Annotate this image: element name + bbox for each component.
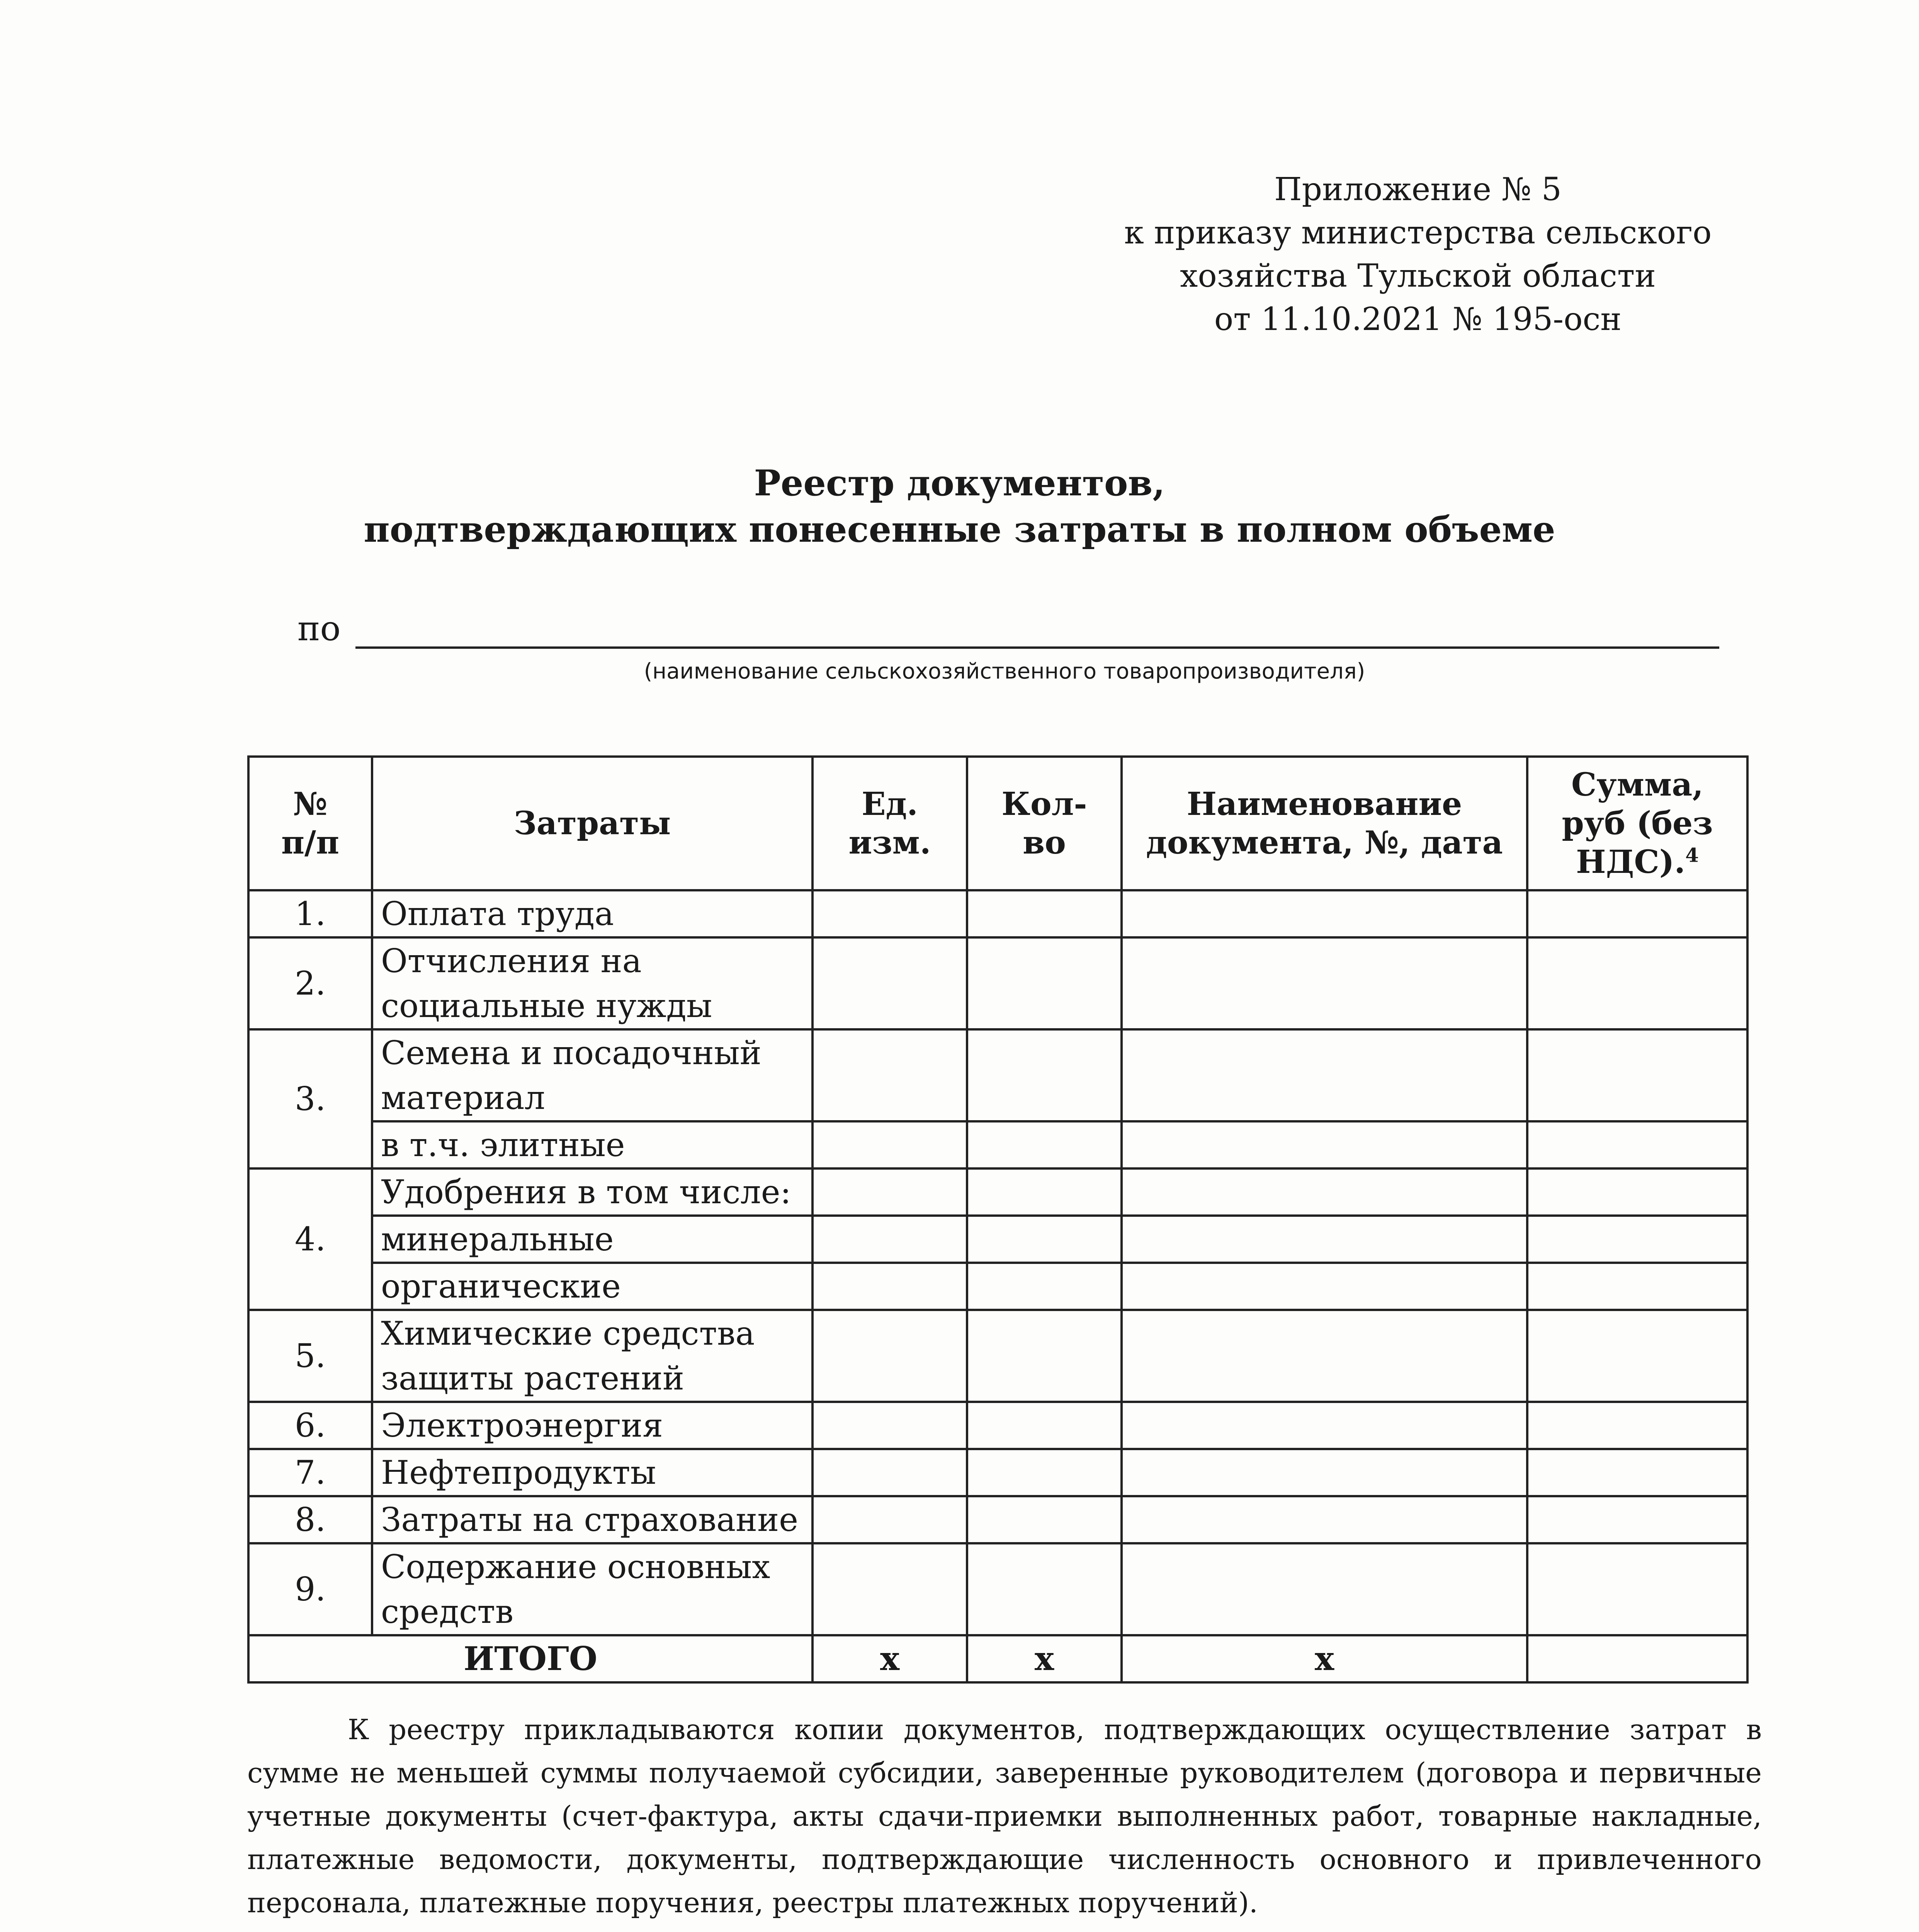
cell-qty	[967, 890, 1122, 937]
cell-sum	[1527, 937, 1747, 1029]
cell-qty	[967, 1168, 1122, 1216]
row-num: 4.	[248, 1168, 372, 1310]
cell-document	[1122, 1496, 1527, 1543]
row-cost-sub: в т.ч. элитные	[372, 1121, 812, 1168]
attachment-note-text: К реестру прикладываются копии документов, подтверждающих осуществление затрат в сумме не меньшей суммы получаемой субсидии, заверенные руководителем (договора и первичные учетные документы (счет-фактура, акты сдачи-приемки выполненных работ, товарные накладные, платежные ведомости, документы, подтверждающие численность основного и привлеченного персонала, платежные поручения, реестры платежных поручений).	[247, 1713, 1762, 1919]
cell-unit	[812, 1216, 967, 1263]
cell-qty	[967, 1029, 1122, 1121]
po-label: по	[297, 609, 341, 648]
table-row	[248, 1121, 1747, 1168]
cell-unit	[812, 1121, 967, 1168]
row-cost: Семена и посадочный материал	[372, 1029, 812, 1121]
cell-qty	[967, 1496, 1122, 1543]
cell-unit	[812, 1168, 967, 1216]
row-cost: Электроэнергия	[372, 1402, 812, 1449]
cell-unit	[812, 890, 967, 937]
table-row	[248, 937, 1747, 1029]
row-num: 3.	[248, 1029, 372, 1168]
total-label: ИТОГО	[248, 1635, 812, 1682]
appendix-line-2: к приказу министерства сельского	[1124, 214, 1712, 251]
row-num: 2.	[248, 937, 372, 1029]
cell-sum	[1527, 1310, 1747, 1402]
attachment-note	[247, 1708, 1762, 1924]
header-unit: Ед. изм.	[812, 757, 967, 890]
producer-field	[297, 609, 1719, 655]
table-row	[248, 1310, 1747, 1402]
cell-document	[1122, 1168, 1527, 1216]
cell-qty	[967, 1310, 1122, 1402]
row-cost: Содержание основных средств	[372, 1543, 812, 1635]
cell-unit	[812, 1263, 967, 1310]
header-sum: Сумма, руб (без НДС).$^4$	[1527, 757, 1747, 890]
row-num: 1.	[248, 890, 372, 937]
producer-name-line	[355, 646, 1719, 649]
cell-document	[1122, 937, 1527, 1029]
cell-qty	[967, 1216, 1122, 1263]
cell-sum	[1527, 1496, 1747, 1543]
header-qty: Кол- во	[967, 757, 1122, 890]
cell-document	[1122, 1449, 1527, 1496]
table-row	[248, 1543, 1747, 1635]
cell-sum	[1527, 1402, 1747, 1449]
total-document: x	[1122, 1635, 1527, 1682]
producer-caption: (наименование сельскохозяйственного товаропроизводителя)	[644, 659, 1365, 684]
table-row	[248, 1449, 1747, 1496]
cell-qty	[967, 1121, 1122, 1168]
registry-table	[247, 755, 1749, 1684]
document-title	[0, 460, 1919, 553]
header-document: Наименование документа, №, дата	[1122, 757, 1527, 890]
cell-document	[1122, 1029, 1527, 1121]
cell-document	[1122, 1310, 1527, 1402]
cell-unit	[812, 1496, 967, 1543]
row-num: 6.	[248, 1402, 372, 1449]
row-cost: Удобрения в том числе:	[372, 1168, 812, 1216]
cell-qty	[967, 1449, 1122, 1496]
cell-qty	[967, 1263, 1122, 1310]
row-cost-sub: органические	[372, 1263, 812, 1310]
cell-document	[1122, 1543, 1527, 1635]
cell-document	[1122, 1402, 1527, 1449]
cell-sum	[1527, 1029, 1747, 1121]
cell-unit	[812, 1449, 967, 1496]
table-row	[248, 1216, 1747, 1263]
row-num: 7.	[248, 1449, 372, 1496]
appendix-line-4: от 11.10.2021 № 195-осн	[1214, 301, 1622, 338]
cell-sum	[1527, 1263, 1747, 1310]
title-line-2: подтверждающих понесенные затраты в полном объеме	[364, 509, 1555, 550]
cell-sum	[1527, 1543, 1747, 1635]
row-cost: Отчисления на социальные нужды	[372, 937, 812, 1029]
cell-document	[1122, 1121, 1527, 1168]
cell-qty	[967, 1402, 1122, 1449]
row-cost-sub: минеральные	[372, 1216, 812, 1263]
appendix-block	[1090, 168, 1746, 341]
cell-unit	[812, 1029, 967, 1121]
row-num: 5.	[248, 1310, 372, 1402]
row-cost: Химические средства защиты растений	[372, 1310, 812, 1402]
cell-sum	[1527, 1121, 1747, 1168]
table-row	[248, 1496, 1747, 1543]
total-unit: x	[812, 1635, 967, 1682]
table-row	[248, 1029, 1747, 1121]
cell-document	[1122, 890, 1527, 937]
cell-unit	[812, 1310, 967, 1402]
header-cost: Затраты	[372, 757, 812, 890]
cell-qty	[967, 937, 1122, 1029]
row-num: 8.	[248, 1496, 372, 1543]
cell-document	[1122, 1216, 1527, 1263]
cell-sum	[1527, 890, 1747, 937]
row-cost: Оплата труда	[372, 890, 812, 937]
total-row	[248, 1635, 1747, 1682]
title-line-1: Реестр документов,	[754, 462, 1165, 504]
total-sum	[1527, 1635, 1747, 1682]
table-row	[248, 890, 1747, 937]
table-row	[248, 1263, 1747, 1310]
row-num: 9.	[248, 1543, 372, 1635]
cell-unit	[812, 1402, 967, 1449]
cell-sum	[1527, 1168, 1747, 1216]
cell-document	[1122, 1263, 1527, 1310]
appendix-line-1: Приложение № 5	[1274, 171, 1562, 208]
cell-unit	[812, 937, 967, 1029]
cell-unit	[812, 1543, 967, 1635]
cell-qty	[967, 1543, 1122, 1635]
row-cost: Затраты на страхование	[372, 1496, 812, 1543]
cell-sum	[1527, 1216, 1747, 1263]
table-header-row	[248, 757, 1747, 890]
cell-sum	[1527, 1449, 1747, 1496]
table-row	[248, 1168, 1747, 1216]
appendix-line-3: хозяйства Тульской области	[1180, 258, 1656, 294]
header-num: № п/п	[248, 757, 372, 890]
row-cost: Нефтепродукты	[372, 1449, 812, 1496]
table-row	[248, 1402, 1747, 1449]
total-qty: x	[967, 1635, 1122, 1682]
